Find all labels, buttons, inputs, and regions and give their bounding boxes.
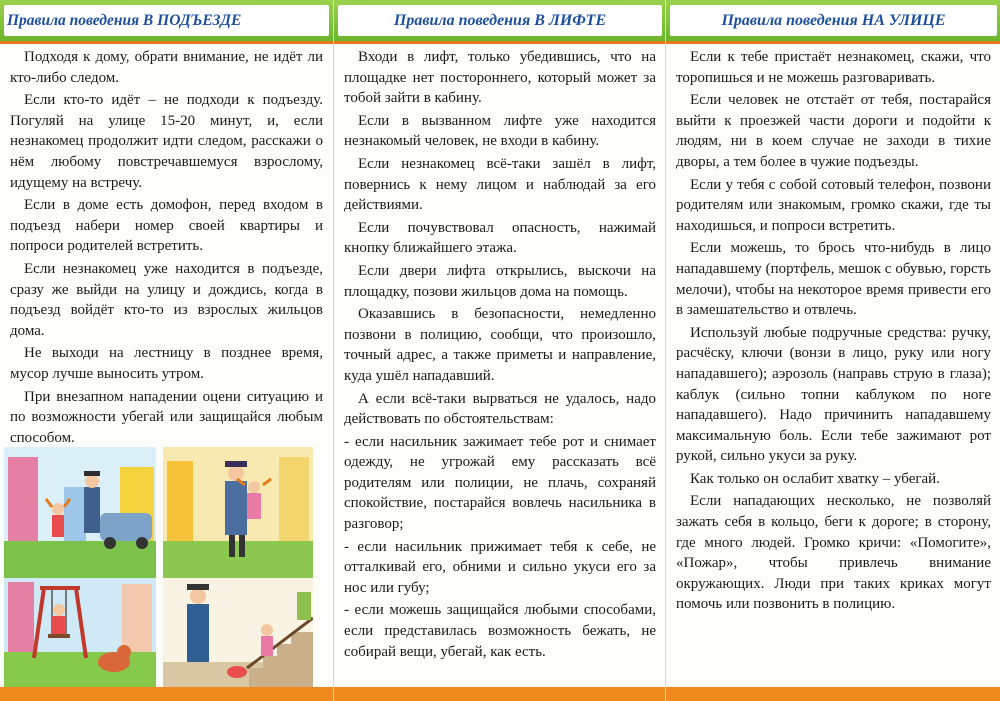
column-title: Правила поведения В ЛИФТЕ (338, 5, 662, 36)
rule-list-item: - если насильник зажимает тебе рот и снимает одежду, не угрожай ему рассказать всё родителям или полиции, не плачь, сохраняй спокойствие, постарайся вовлечь насильника в разговор; (344, 433, 656, 533)
rule-paragraph: Если в доме есть домофон, перед входом в подъезд набери номер своей квартиры и попроси родителей встретить. (10, 197, 323, 255)
rule-paragraph: Как только он ослабит хватку – убегай. (690, 470, 940, 487)
rule-paragraph: Если почувствовал опасность, нажимай кнопку ближайшего этажа. (344, 219, 656, 257)
rule-paragraph: Если в вызванном лифте уже находится незнакомый человек, не входи в кабину. (344, 112, 656, 150)
rule-paragraph: Если кто-то идёт – не подходи к подъезду. Погуляй на улице 15-20 минут, и, если незнакомец продолжит идти следом, расскажи о нём любому повстречавшемуся взрослому, идущему на встречу. (10, 92, 323, 191)
header-band (666, 0, 1000, 41)
rule-list-item: - если можешь защищайся любыми способами, если представилась возможность бежать, не собирай вещи, убегай, как есть. (344, 602, 656, 660)
column-body (334, 41, 666, 662)
rule-paragraph: Подходя к дому, обрати внимание, не идёт ли кто-либо следом. (10, 49, 323, 86)
rule-paragraph: Не выходи на лестницу в позднее время, мусор лучше выносить утром. (10, 345, 323, 382)
rule-paragraph: При внезапном нападении оцени ситуацию и по возможности убегай или защищайся любым способом. (10, 388, 323, 446)
rule-list-item: - если насильник прижимает тебя к себе, не отталкивай его, обними и сильно укуси его за нос или губу; (344, 538, 656, 596)
bottom-band (666, 687, 1000, 701)
rule-paragraph: Если нападающих несколько, не позволяй зажать себя в кольцо, беги к дороге; в сторону, где много людей. Громко кричи: «Помогите», «Пожар», чтобы привлечь внимание окружающих. Люди при таких криках могут помочь или позвонить в полицию. (676, 493, 991, 613)
column-body (0, 41, 333, 448)
rule-paragraph: Если незнакомец всё-таки зашёл в лифт, повернись к нему лицом и наблюдай за его действиями. (344, 155, 656, 214)
rule-paragraph: Если незнакомец уже находится в подъезде, сразу же выйди на улицу и дождись, когда в подъезд войдёт кто-то из взрослых жильцов дома. (10, 260, 323, 339)
bottom-band (334, 687, 666, 701)
bottom-band (0, 687, 333, 701)
column-title: Правила поведения НА УЛИЦЕ (670, 5, 997, 36)
rule-paragraph: Если человек не отстаёт от тебя, постарайся выйти к проезжей части дороги и подойти к людям, ни в коем случае не заходи в тихие дворы, а тем более в чужие подъезды. (676, 92, 991, 170)
column-entrance (0, 0, 333, 701)
illustration-stairwell (163, 578, 313, 688)
column-elevator (333, 0, 666, 701)
column-street (665, 0, 1000, 701)
rule-paragraph: Входи в лифт, только убедившись, что на площадке нет постороннего, который может за тобой зайти в кабину. (344, 49, 656, 107)
header-band (334, 0, 666, 41)
rule-paragraph: Используй любые подручные средства: ручку, расчёску, ключи (вонзи в лицо, руку или ногу нападавшего); аэрозоль (направь струю в глаза); каблук (сильно топни каблуком по ноге нападавшего). Надо причинить нападавшему максимальную боль. Если тебе зажимают рот рукой, сильно укуси за руку. (676, 324, 991, 465)
rule-paragraph: Оказавшись в безопасности, немедленно позвони в полицию, сообщи, что произошло, точный адрес, а также приметы и направление, куда ушёл нападавший. (344, 306, 656, 384)
rule-paragraph: А если всё-таки вырваться не удалось, надо действовать по обстоятельствам: (344, 390, 656, 428)
rule-paragraph: Если к тебе пристаёт незнакомец, скажи, что торопишься и не можешь разговаривать. (676, 49, 991, 86)
illustration-stranger-at-car (4, 447, 156, 583)
header-band (0, 0, 333, 41)
illustration-man-grabbing-girl (163, 447, 313, 583)
illustration-swing-with-cat (4, 578, 156, 688)
rule-paragraph: Если у тебя с собой сотовый телефон, позвони родителям или знакомым, громко скажи, где ты находишься, и попроси встретить. (676, 176, 991, 234)
column-body (666, 41, 1000, 615)
rule-paragraph: Если можешь, то брось что-нибудь в лицо нападавшему (портфель, мешок с обувью, горсть мелочи), чтобы на некоторое время привести его в замешательство и отвлечь. (676, 240, 991, 319)
column-title: Правила поведения В ПОДЪЕЗДЕ (4, 5, 329, 36)
rule-paragraph: Если двери лифта открылись, выскочи на площадку, позови жильцов дома на помощь. (344, 262, 656, 300)
